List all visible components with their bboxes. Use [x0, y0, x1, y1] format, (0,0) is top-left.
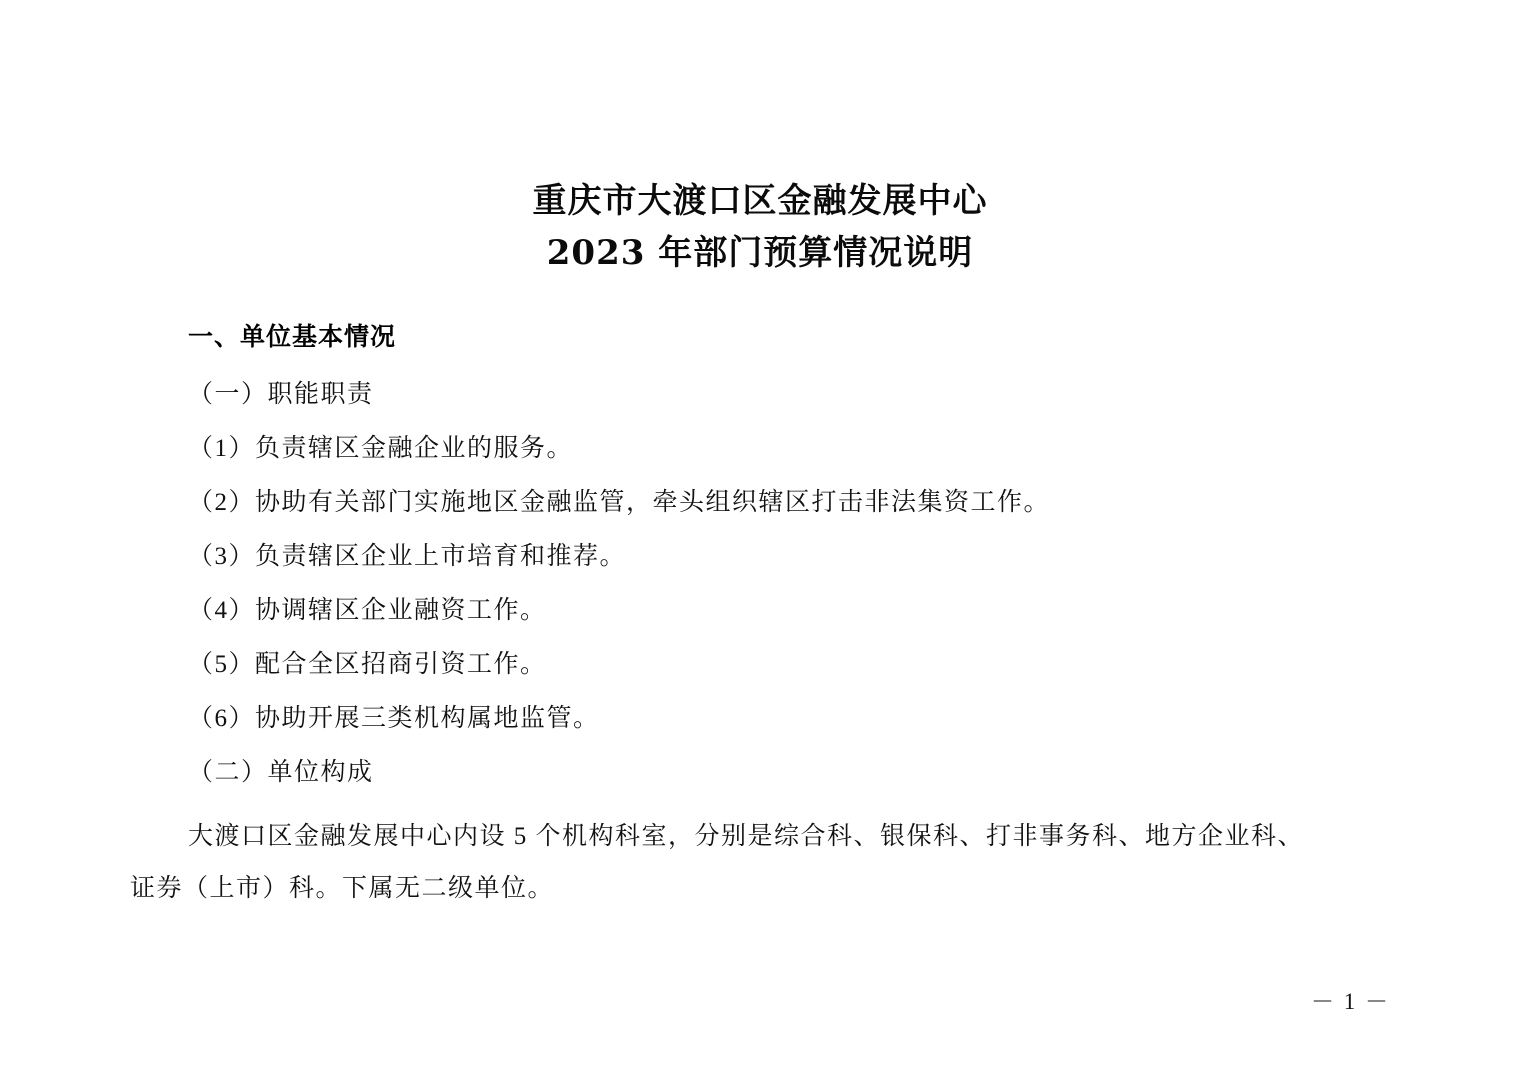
duty-item-6: （6）协助开展三类机构属地监管。 — [188, 705, 600, 732]
title-line-1: 重庆市大渡口区金融发展中心 — [532, 181, 988, 221]
duty-item-3: （3）负责辖区企业上市培育和推荐。 — [188, 543, 627, 570]
document-body — [130, 321, 1390, 915]
composition-paragraph — [130, 811, 1390, 915]
composition-line-2: 证券（上市）科。下属无二级单位。 — [130, 875, 555, 902]
duty-item-2: （2）协助有关部门实施地区金融监管，牵头组织辖区打击非法集资工作。 — [188, 489, 1051, 516]
document-title — [130, 0, 1390, 279]
composition-line-1: 大渡口区金融发展中心内设 5 个机构科室，分别是综合科、银保科、打非事务科、地方企业科、 — [188, 823, 1305, 850]
duty-item-5: （5）配合全区招商引资工作。 — [188, 651, 547, 678]
subsection-heading-1: （一）职能职责 — [188, 381, 374, 408]
title-line-2: 2023 年部门预算情况说明 — [546, 233, 974, 273]
duty-item-1: （1）负责辖区金融企业的服务。 — [188, 435, 574, 462]
page-number: － 1 － — [1311, 989, 1390, 1014]
section-heading-1: 一、单位基本情况 — [188, 322, 397, 351]
duty-item-4: （4）协调辖区企业融资工作。 — [188, 597, 547, 624]
subsection-heading-2: （二）单位构成 — [188, 759, 374, 786]
